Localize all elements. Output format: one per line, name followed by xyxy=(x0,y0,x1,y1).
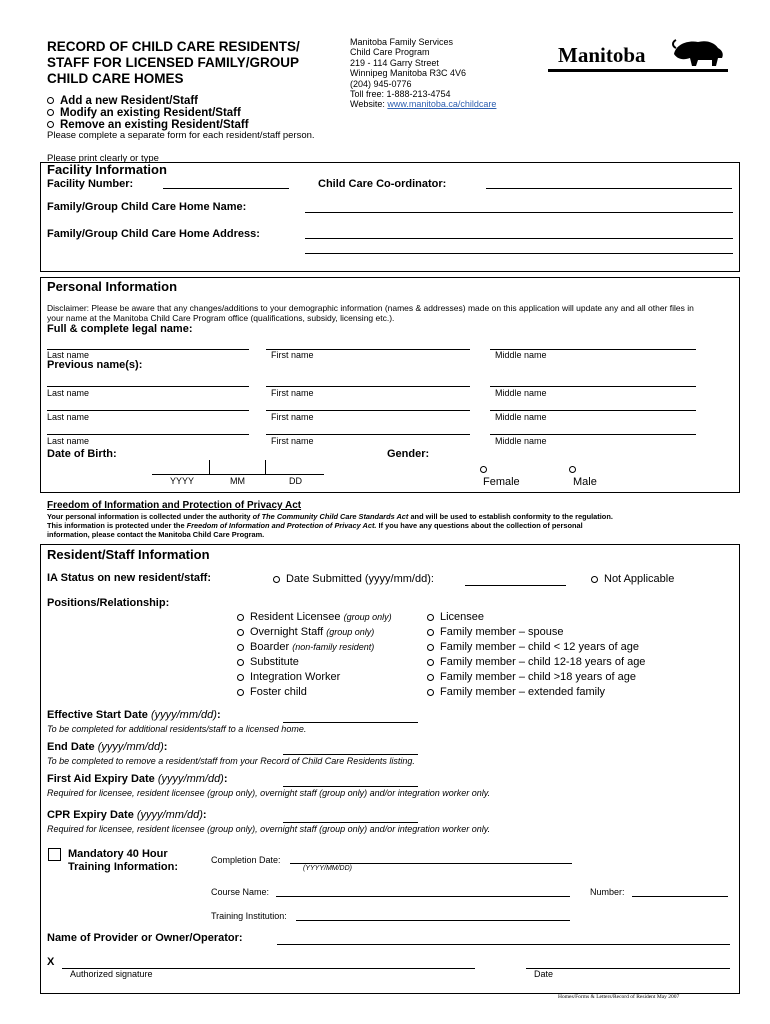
separate-form-note: Please complete a separate form for each resident/staff person. xyxy=(47,130,315,141)
not-applicable-option[interactable]: Not Applicable xyxy=(591,573,674,585)
last-name-caption: Last name xyxy=(47,388,90,398)
date-submitted-field[interactable] xyxy=(465,585,566,586)
prev-last-name-field-2[interactable] xyxy=(47,410,249,411)
cpr-field[interactable] xyxy=(283,822,418,823)
dob-divider xyxy=(265,460,266,474)
radio-icon[interactable] xyxy=(47,97,54,104)
position-child-under-12[interactable]: Family member – child < 12 years of age xyxy=(427,640,645,655)
home-address-field-2[interactable] xyxy=(305,253,733,254)
option-add[interactable]: Add a new Resident/Staff xyxy=(47,95,198,107)
radio-icon[interactable] xyxy=(427,674,434,681)
position-child-12-18[interactable]: Family member – child 12-18 years of age xyxy=(427,655,645,670)
first-aid-field[interactable] xyxy=(283,786,418,787)
institution-field[interactable] xyxy=(296,920,570,921)
facility-number-field[interactable] xyxy=(163,188,289,189)
position-overnight-staff[interactable]: Overnight Staff (group only) xyxy=(237,625,392,640)
radio-icon[interactable] xyxy=(47,121,54,128)
mandatory-label: Mandatory 40 Hour Training Information: xyxy=(68,848,178,873)
foip-heading: Freedom of Information and Protection of Privacy Act xyxy=(47,500,302,511)
bison-icon xyxy=(670,38,726,68)
prev-first-name-field-2[interactable] xyxy=(266,410,470,411)
foip-text: Your personal information is collected under the authority of The Community Child Care Standards Act and will be used to establish conformity to the regulation. This information is protected under the Freedom of Information and Protection of Privacy Act. If you have any questions about the collection of personal information, please contact the Manitoba Child Care Program. xyxy=(47,512,613,539)
number-field[interactable] xyxy=(632,896,728,897)
facility-number-label: Facility Number: xyxy=(47,178,134,190)
signature-x-mark: X xyxy=(47,956,55,968)
prev-last-name-field-1[interactable] xyxy=(47,386,249,387)
radio-icon[interactable] xyxy=(237,659,244,666)
completion-label: Completion Date: xyxy=(211,855,281,865)
radio-icon[interactable] xyxy=(427,659,434,666)
dd-caption: DD xyxy=(289,476,302,486)
prev-last-name-field-3[interactable] xyxy=(47,434,249,435)
gender-label: Gender: xyxy=(387,448,430,460)
middle-name-caption: Middle name xyxy=(495,350,547,360)
first-name-caption: First name xyxy=(271,436,314,446)
course-name-field[interactable] xyxy=(276,896,570,897)
legal-name-label: Full & complete legal name: xyxy=(47,323,193,335)
radio-icon[interactable] xyxy=(427,689,434,696)
radio-icon[interactable] xyxy=(237,614,244,621)
radio-icon[interactable] xyxy=(427,644,434,651)
position-spouse[interactable]: Family member – spouse xyxy=(427,625,645,640)
radio-icon[interactable] xyxy=(427,614,434,621)
contact-block: Manitoba Family Services Child Care Program 219 - 114 Garry Street Winnipeg Manitoba R3C 4V6 (204) 945-0776 Toll free: 1-888-213-4754 Website: www.manitoba.ca/childcare xyxy=(350,37,497,110)
prev-middle-name-field-2[interactable] xyxy=(490,410,696,411)
position-integration-worker[interactable]: Integration Worker xyxy=(237,670,392,685)
mm-caption: MM xyxy=(230,476,245,486)
middle-name-caption: Middle name xyxy=(495,388,547,398)
position-extended-family[interactable]: Family member – extended family xyxy=(427,685,645,700)
male-radio-icon[interactable] xyxy=(569,466,576,473)
end-date-label: End Date (yyyy/mm/dd): xyxy=(47,741,168,753)
dob-field[interactable] xyxy=(152,474,324,475)
dob-divider xyxy=(209,460,210,474)
radio-icon[interactable] xyxy=(427,629,434,636)
prev-middle-name-field-1[interactable] xyxy=(490,386,696,387)
date-field[interactable] xyxy=(526,968,730,969)
radio-icon[interactable] xyxy=(47,109,54,116)
radio-icon[interactable] xyxy=(237,674,244,681)
institution-label: Training Institution: xyxy=(211,911,287,921)
home-name-field[interactable] xyxy=(305,212,733,213)
yyyy-caption: YYYY xyxy=(170,476,195,486)
mandatory-checkbox[interactable] xyxy=(48,848,61,861)
previous-names-label: Previous name(s): xyxy=(47,359,143,371)
first-name-caption: First name xyxy=(271,412,314,422)
prev-first-name-field-1[interactable] xyxy=(266,386,470,387)
first-aid-label: First Aid Expiry Date (yyyy/mm/dd): xyxy=(47,773,228,785)
prev-first-name-field-3[interactable] xyxy=(266,434,470,435)
positions-label: Positions/Relationship: xyxy=(47,597,170,609)
option-remove[interactable]: Remove an existing Resident/Staff xyxy=(47,119,249,131)
cpr-note: Required for licensee, resident licensee (group only), overnight staff (group only) and/or integration worker only. xyxy=(47,824,491,834)
date-submitted-option[interactable]: Date Submitted (yyyy/mm/dd): xyxy=(273,573,434,585)
completion-format: (YYYY/MM/DD) xyxy=(303,865,352,872)
position-resident-licensee[interactable]: Resident Licensee (group only) xyxy=(237,610,392,625)
prev-middle-name-field-3[interactable] xyxy=(490,434,696,435)
first-name-caption: First name xyxy=(271,350,314,360)
position-foster-child[interactable]: Foster child xyxy=(237,685,392,700)
date-caption: Date xyxy=(534,969,554,979)
start-date-note: To be completed for additional residents/staff to a licensed home. xyxy=(47,724,307,734)
option-modify[interactable]: Modify an existing Resident/Staff xyxy=(47,107,241,119)
position-child-over-18[interactable]: Family member – child >18 years of age xyxy=(427,670,645,685)
signature-caption: Authorized signature xyxy=(70,969,153,979)
manitoba-logo: Manitoba xyxy=(548,38,728,76)
print-note: Please print clearly or type xyxy=(47,153,159,164)
position-boarder[interactable]: Boarder (non-family resident) xyxy=(237,640,392,655)
radio-icon[interactable] xyxy=(237,629,244,636)
left-positions xyxy=(237,610,392,700)
middle-name-caption: Middle name xyxy=(495,412,547,422)
form-title: RECORD OF CHILD CARE RESIDENTS/ STAFF FOR LICENSED FAMILY/GROUP CHILD CARE HOMES xyxy=(47,39,300,86)
radio-icon[interactable] xyxy=(237,689,244,696)
male-label: Male xyxy=(573,476,597,488)
first-name-caption: First name xyxy=(271,388,314,398)
footer-note: Homes/Forms & Letters/Record of Resident May 2007 xyxy=(558,994,680,1000)
disclaimer: Disclaimer: Please be aware that any changes/additions to your demographic information (names & addresses) made on this application will update any and all other files in your name at the Manitoba Child Care Program office (qualifications, subsidy, licensing etc.). xyxy=(47,303,694,323)
middle-name-caption: Middle name xyxy=(495,436,547,446)
facility-heading: Facility Information xyxy=(47,162,167,177)
end-date-note: To be completed to remove a resident/staff from your Record of Child Care Residents listing. xyxy=(47,756,415,766)
home-name-label: Family/Group Child Care Home Name: xyxy=(47,201,247,213)
end-date-field[interactable] xyxy=(283,754,418,755)
last-name-caption: Last name xyxy=(47,350,90,360)
start-date-label: Effective Start Date (yyyy/mm/dd): xyxy=(47,709,221,721)
provider-field[interactable] xyxy=(277,944,730,945)
position-substitute[interactable]: Substitute xyxy=(237,655,392,670)
first-aid-note: Required for licensee, resident licensee (group only), overnight staff (group only) and/or integration worker only. xyxy=(47,788,491,798)
right-positions xyxy=(427,610,645,700)
website-link[interactable]: www.manitoba.ca/childcare xyxy=(387,99,497,110)
radio-icon[interactable] xyxy=(591,576,598,583)
female-label: Female xyxy=(483,476,520,488)
provider-label: Name of Provider or Owner/Operator: xyxy=(47,932,243,944)
home-address-field-1[interactable] xyxy=(305,238,733,239)
coordinator-label: Child Care Co-ordinator: xyxy=(318,178,447,190)
ia-status-label: IA Status on new resident/staff: xyxy=(47,572,212,584)
completion-field[interactable] xyxy=(290,863,572,864)
radio-icon[interactable] xyxy=(273,576,280,583)
last-name-caption: Last name xyxy=(47,412,90,422)
coordinator-field[interactable] xyxy=(486,188,732,189)
course-name-label: Course Name: xyxy=(211,887,270,897)
dob-label: Date of Birth: xyxy=(47,448,117,460)
female-radio-icon[interactable] xyxy=(480,466,487,473)
home-address-label: Family/Group Child Care Home Address: xyxy=(47,228,260,240)
radio-icon[interactable] xyxy=(237,644,244,651)
last-name-caption: Last name xyxy=(47,436,90,446)
number-label: Number: xyxy=(590,887,625,897)
cpr-label: CPR Expiry Date (yyyy/mm/dd): xyxy=(47,809,207,821)
start-date-field[interactable] xyxy=(283,722,418,723)
personal-heading: Personal Information xyxy=(47,279,178,294)
resident-heading: Resident/Staff Information xyxy=(47,547,210,562)
position-licensee[interactable]: Licensee xyxy=(427,610,645,625)
